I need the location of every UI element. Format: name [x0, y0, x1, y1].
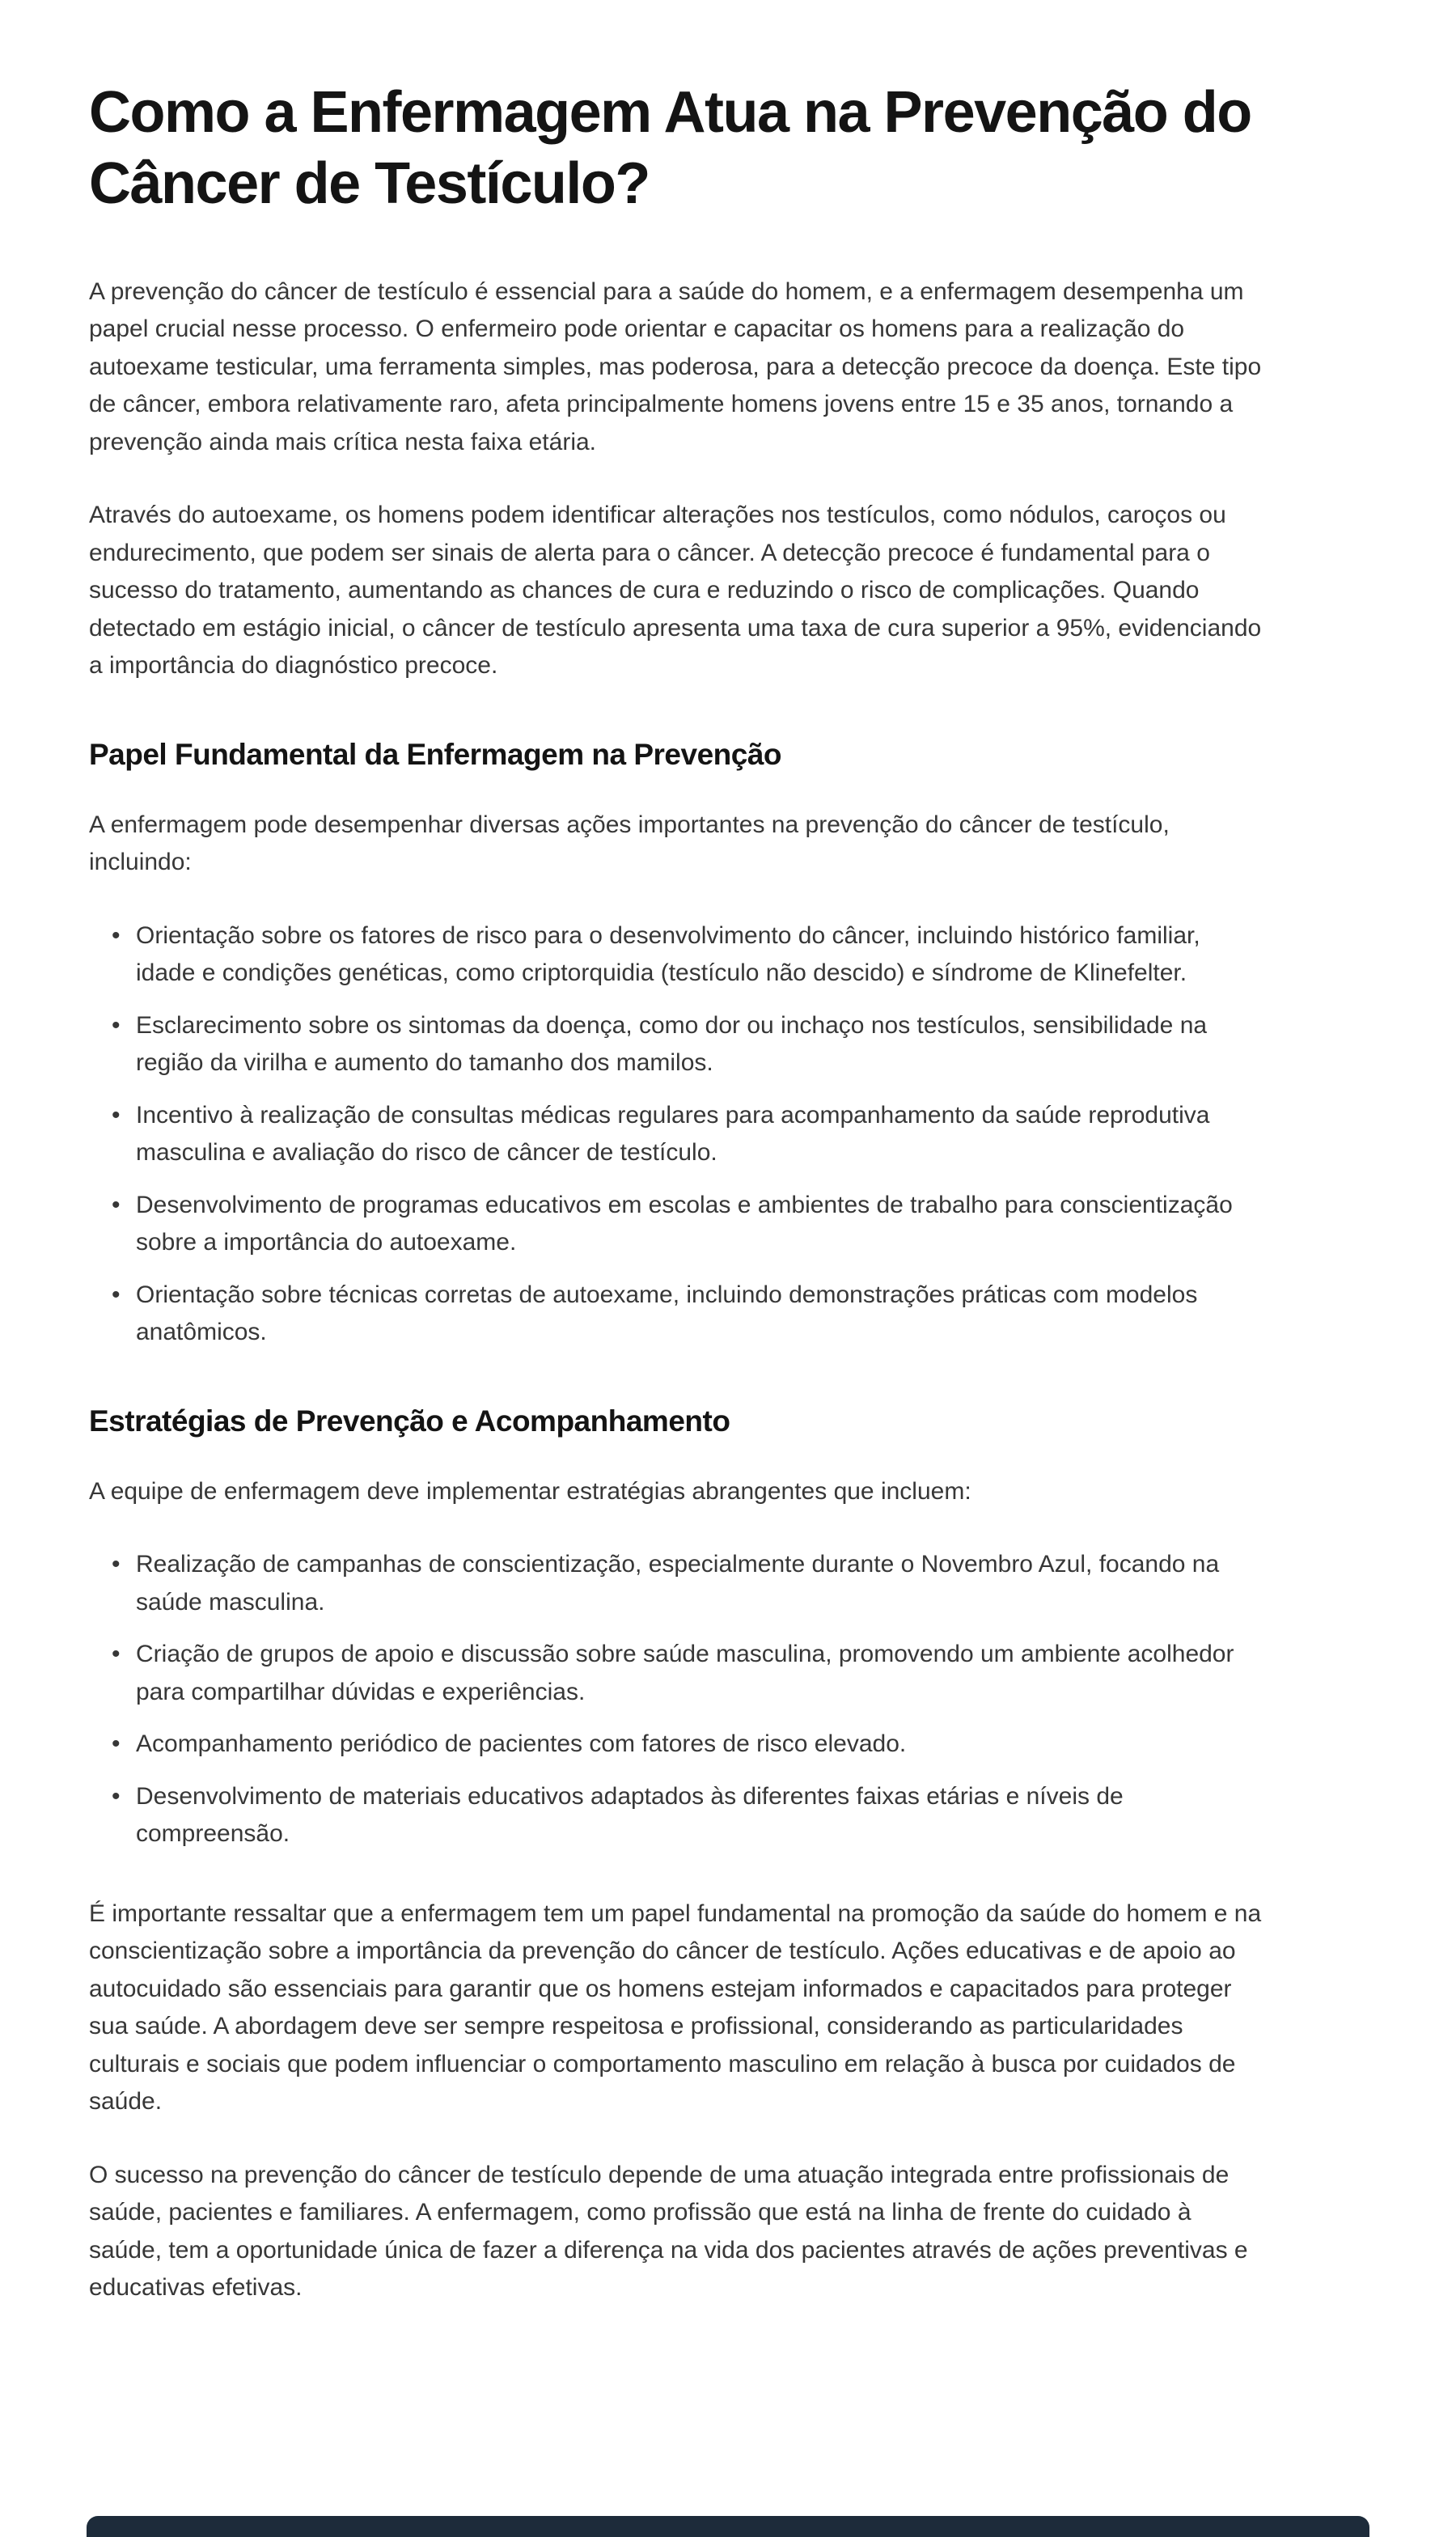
- list-item: • Esclarecimento sobre os sintomas da doença, como dor ou inchaço nos testículos, sensibilidade na região da virilha e aumento do tamanho dos mamilos.: [112, 1007, 1262, 1082]
- intro-paragraph-1: A prevenção do câncer de testículo é essencial para a saúde do homem, e a enfermagem desempenha um papel crucial nesse processo. O enfermeiro pode orientar e capacitar os homens para a realização do autoexame testicular, uma ferramenta simples, mas poderosa, para a detecção precoce da doença. Este tipo de câncer, embora relativamente raro, afeta principalmente homens jovens entre 15 e 35 anos, tornando a prevenção ainda mais crítica nesta faixa etária.: [89, 277, 1262, 455]
- closing-paragraph-2: O sucesso na prevenção do câncer de testículo depende de uma atuação integrada entre profissionais de saúde, pacientes e familiares. A enfermagem, como profissão que está na linha de frente do cuidado à saúde, tem a oportunidade única de fazer a diferença na vida dos pacientes através de ações preventivas e educativas efetivas.: [89, 2161, 1248, 2302]
- intro-paragraph-2: Através do autoexame, os homens podem identificar alterações nos testículos, como nódulos, caroços ou endurecimento, que podem ser sinais de alerta para o câncer. A detecção precoce é fundamental para o sucesso do tratamento, aumentando as chances de cura e reduzindo o risco de complicações. Quando detectado em estágio inicial, o câncer de testículo apresenta uma taxa de cura superior a 95%, evidenciando a importância do diagnóstico precoce.: [89, 502, 1262, 680]
- footer-bar: [87, 2516, 1369, 2537]
- bullet-list-papel-fundamental: [89, 917, 1262, 1352]
- list-item: • Criação de grupos de apoio e discussão sobre saúde masculina, promovendo um ambiente acolhedor para compartilhar dúvidas e experiências.: [112, 1636, 1262, 1711]
- list-item: • Desenvolvimento de materiais educativos adaptados às diferentes faixas etárias e níveis de compreensão.: [112, 1778, 1262, 1853]
- closing-paragraph-1: É importante ressaltar que a enfermagem tem um papel fundamental na promoção da saúde do homem e na conscientização sobre a importância da prevenção do câncer de testículo. Ações educativas e de apoio ao autocuidado são essenciais para garantir que os homens estejam informados e capacitados para proteger sua saúde. A abordagem deve ser sempre respeitosa e profissional, considerando as particularidades culturais e sociais que podem influenciar o comportamento masculino em relação à busca por cuidados de saúde.: [89, 1900, 1262, 2116]
- list-item: • Orientação sobre os fatores de risco para o desenvolvimento do câncer, incluindo histórico familiar, idade e condições genéticas, como criptorquidia (testículo não descido) e síndrome de Klinefelter.: [112, 917, 1262, 993]
- section-heading-papel-fundamental: Papel Fundamental da Enfermagem na Prevenção: [89, 737, 782, 771]
- list-item: • Incentivo à realização de consultas médicas regulares para acompanhamento da saúde reprodutiva masculina e avaliação do risco de câncer de testículo.: [112, 1097, 1262, 1172]
- page-title: Como a Enfermagem Atua na Prevenção do Câncer de Testículo?: [89, 80, 1251, 216]
- section-lead-estrategias: A equipe de enfermagem deve implementar estratégias abrangentes que incluem:: [89, 1477, 971, 1505]
- list-item: • Orientação sobre técnicas corretas de autoexame, incluindo demonstrações práticas com modelos anatômicos.: [112, 1277, 1262, 1352]
- section-lead-papel-fundamental: A enfermagem pode desempenhar diversas ações importantes na prevenção do câncer de testículo, incluindo:: [89, 811, 1170, 876]
- list-item: • Realização de campanhas de conscientização, especialmente durante o Novembro Azul, focando na saúde masculina.: [112, 1546, 1262, 1621]
- bullet-list-estrategias: [89, 1546, 1262, 1853]
- section-heading-estrategias: Estratégias de Prevenção e Acompanhamento: [89, 1404, 730, 1438]
- list-item: • Desenvolvimento de programas educativos em escolas e ambientes de trabalho para conscientização sobre a importância do autoexame.: [112, 1187, 1262, 1262]
- list-item: • Acompanhamento periódico de pacientes com fatores de risco elevado.: [112, 1726, 1262, 1764]
